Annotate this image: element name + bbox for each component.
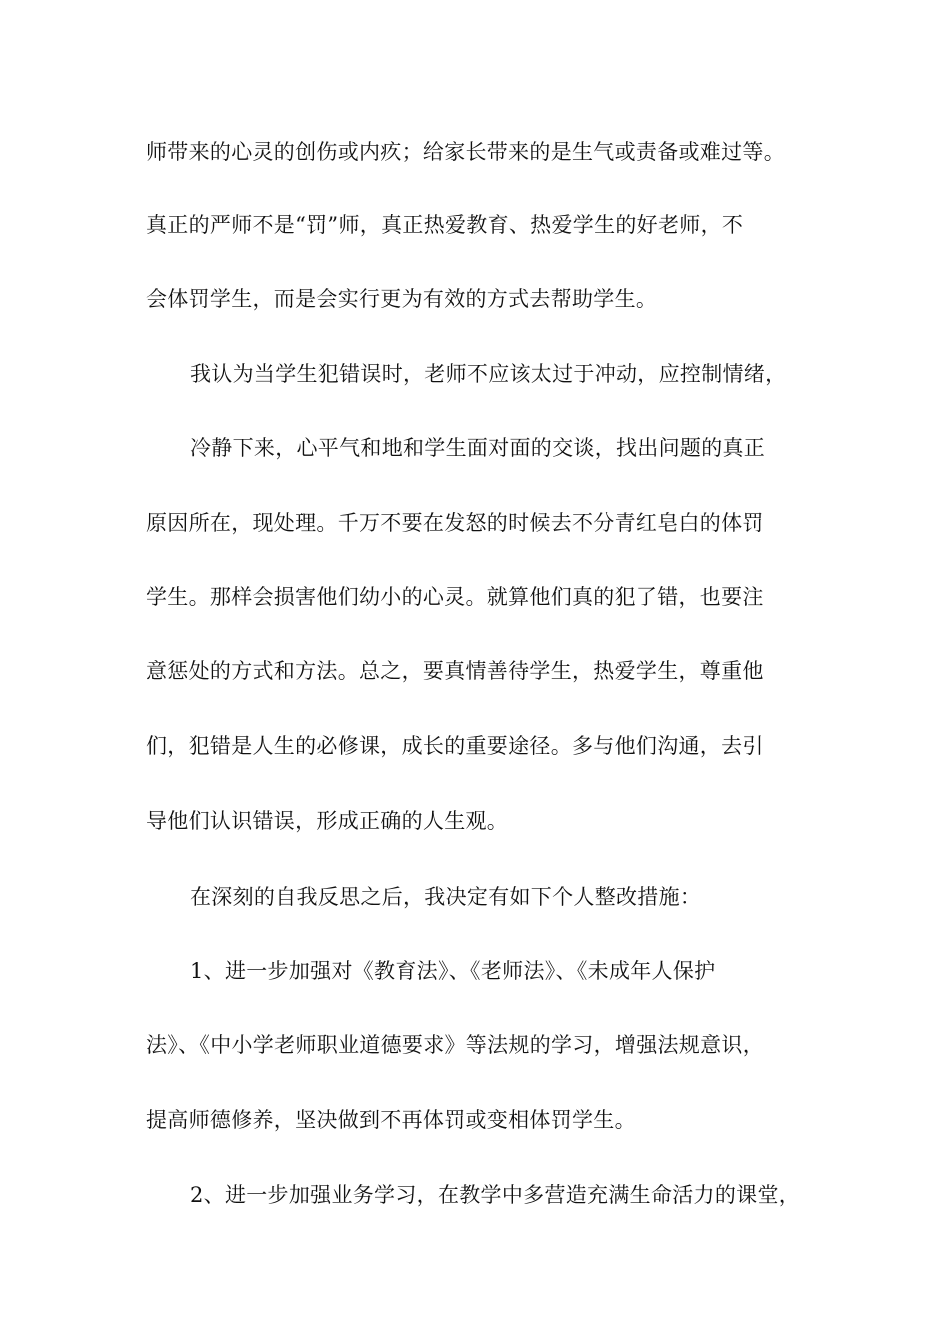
text-line: 导他们认识错误，形成正确的人生观。 (146, 809, 509, 833)
text-line: 2、进一步加强业务学习，在教学中多营造充满生命活力的课堂， (190, 1183, 801, 1207)
text-line: 意惩处的方式和方法。总之，要真情善待学生，热爱学生，尊重他 (146, 659, 764, 683)
text-line: 法》、《中小学老师职业道德要求》等法规的学习，增强法规意识， (146, 1033, 764, 1057)
text-line: 在深刻的自我反思之后，我决定有如下个人整改措施： (190, 885, 702, 909)
text-line: 学生。那样会损害他们幼小的心灵。就算他们真的犯了错，也要注 (146, 585, 764, 609)
text-line: 会体罚学生，而是会实行更为有效的方式去帮助学生。 (146, 287, 658, 311)
text-line: 师带来的心灵的创伤或内疚；给家长带来的是生气或责备或难过等。 (146, 140, 785, 164)
text-line: 冷静下来，心平气和地和学生面对面的交谈，找出问题的真正 (190, 436, 766, 460)
text-line: 我认为当学生犯错误时，老师不应该太过于冲动，应控制情绪， (190, 362, 787, 386)
text-line: 原因所在，现处理。千万不要在发怒的时候去不分青红皂白的体罚 (146, 511, 764, 535)
text-line: 1、进一步加强对《教育法》、《老师法》、《未成年人保护 (190, 959, 716, 983)
text-line: 真正的严师不是“罚”师，真正热爱教育、热爱学生的好老师，不 (146, 213, 744, 237)
text-line: 提高师德修养，坚决做到不再体罚或变相体罚学生。 (146, 1108, 636, 1132)
text-line: 们，犯错是人生的必修课，成长的重要途径。多与他们沟通，去引 (146, 734, 764, 758)
